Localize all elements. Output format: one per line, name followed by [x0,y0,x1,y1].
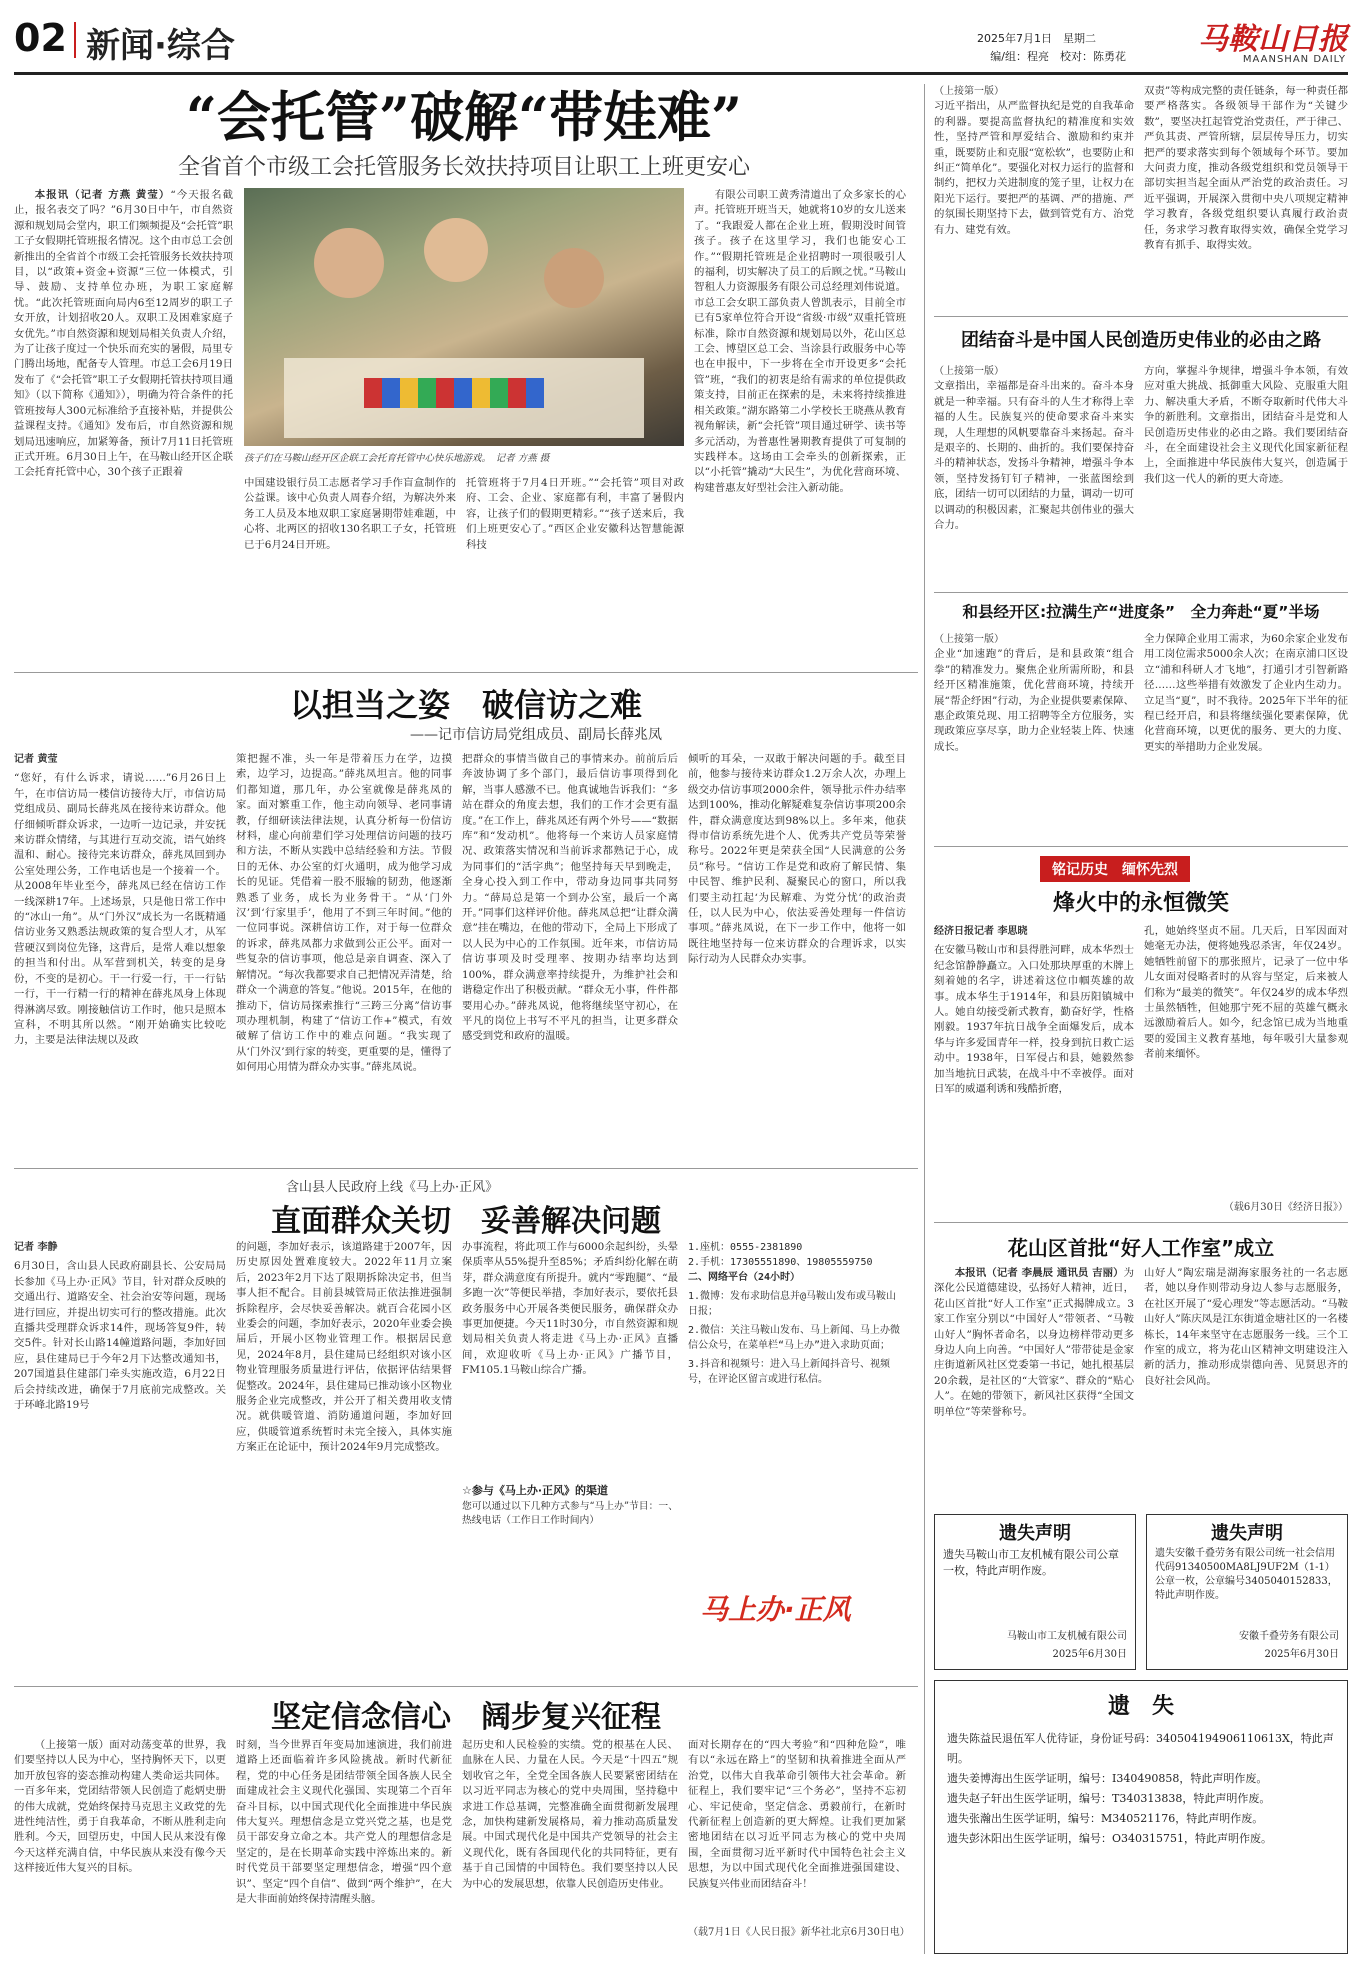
lead-col4: 有限公司职工黄秀清道出了众多家长的心声。托管班开班当天，她就将10岁的女儿送来了。“我跟爱人都在企业上班，假期没时间管孩子。孩子在这里学习，我们也能安心工作。”“假期托管班是企业招聘时一项很吸引人的福利，切实解决了员工的后顾之忧。”马鞍山智租人力资源服务有限公司总经理刘伟说道。市总工会女职工部负责人曾凯表示，目前全市已有5家单位符合开设“省级·市级”双重托管班标准，除市自然资源和规划局以外，花山区总工会、博望区总工会、当涂县行政服务中心等也在申报中，下一步将在全市开设更多“会托管”班，“我们的初衷是给有需求的单位提供政策支持，目前正在探索的是，未来将持续推进相关政策。”湖东路第二小学校长王晓燕从教育视角解读，新“会托管”项目通过研学、读书等多元活动，为普惠性暑期教育提供了可复制的实践样本。这场由工会牵头的创新探索，正以“小托管”撬动“大民生”，为优化营商环境、构建普惠友好型社会注入新动能。 [694,189,906,494]
haoren-col1 [934,1266,1134,1506]
header-rule [14,72,1348,75]
contact-line: 3.抖音和视频号：进入马上新闻抖音号、视频号，在评论区留言或进行私信。 [688,1359,891,1385]
contact-line: 二、网络平台（24小时） [688,1272,801,1283]
photo-toys [364,378,544,408]
notice-box-1 [934,1514,1136,1670]
hanshan-kicker: 含山县人民政府上线《马上办·正风》 [286,1180,499,1195]
notice-title: 遗失声明 [999,1523,1071,1544]
xinfang-col2: 策把握不准，头一年是带着压力在学，边摸索，边学习，边提高。”薛兆凤坦言。他的同事们都知道，那几年，办公室就像是薛兆凤的家。面对繁重工作，他主动向领导、老同事请教，仔细研读法律法规，认真分析每一份信访材料，虚心向前辈们学习处理信访问题的技巧和方法，不断从实践中总结经验和方法。节假日的无休、办公室的灯火通明，成为他学习成长的见证。凭借着一股不服输的韧劲，他逐渐熟悉了业务，成长为业务骨干。“从‘门外汉’到‘行家里手’，他用了不到三年时间。”他的一位同事说。深耕信访工作，对于每一位群众的诉求，薛兆凤都力求做到公正公平。面对一些复杂的信访事项，他总是亲自调查、深入了解情况。“每次我都要求自己把情况弄清楚，给群众一个满意的答复。”他说。2015年，在他的推动下，信访局探索推行“三跨三分离”信访事项办理机制，构建了“信访工作+”模式，有效破解了信访工作中的难点问题。“我实现了从‘门外汉’到行家的转变，更重要的是，懂得了如何用心用情为群众办实事。”薛兆凤说。 [236,753,452,1074]
hanshan-col1 [14,1240,226,1680]
contact-line: 2.手机：17305551890、19805559750 [688,1257,873,1268]
hanshan-note: 您可以通过以下几种方式参与“马上办”节目：一、热线电话（工作日工作时间内） [462,1501,678,1526]
hanshan-contacts [688,1240,906,1580]
notice-date: 2025年6月30日 [1052,1649,1127,1660]
photo-child-3 [544,248,604,308]
haoren-text-1: 为深化公民道德建设，弘扬好人精神，近日，花山区首批“好人工作室”正式揭牌成立。3家工作室分别以“中国好人”带领者、“马鞍山好人”胸怀者命名，以身边榜样带动更多身边人向上向善。“中国好人”带带徒是金家庄街道新风社区党委第一书记，她扎根基层20余载，是社区的“大管家”、群众的“贴心人”。在她的带领下，新风社区获得“全国文明单位”等荣誉称号。 [934,1267,1134,1418]
fenghuo-byline: 经济日报记者 李思晓 [934,926,1028,937]
fenghuo-text-1: 在安徽马鞍山市和县得胜河畔，成本华烈士纪念馆静静矗立。入口处那块厚重的木牌上刻着她的名字，讲述着这位巾帼英雄的故事。成本华生于1914年，和县历阳镇城中人。她自幼接受新式教育，勤奋好学，性格刚毅。1937年抗日战争全面爆发后，成本华与许多爱国青年一样，投身到抗日救亡运动中。1938年，日军侵占和县，她毅然参加当地抗日武装，在战斗中不幸被俘。面对日军的威逼利诱和残酷折磨， [934,944,1134,1096]
lead-subtitle: 全省首个市级工会托管服务长效扶持项目让职工上班更安心 [177,155,750,180]
hanshan-col3: 办事流程，将此项工作与6000余起纠纷，头晕保质率从55%提升至85%；矛盾纠纷化解在萌芽，群众满意度有所提升。就内“零跑腿”、“最多跑一次”等便民举措，李加好表示，要依托县政务服务中心开展各类便民服务，确保群众办事更加便捷。今天11时30分，市自然资源和规划局相关负责人将走进《马上办·正风》直播间，欢迎收听《马上办·正风》广播节目，FM105.1马鞍山综合广播。 [462,1241,678,1377]
page-number: 02 [14,16,67,60]
xinfang-col1 [14,752,226,1162]
xinnian-col3: 起历史和人民检验的实绩。党的根基在人民、血脉在人民、力量在人民。今天是“十四五”规划收官之年，全党全国各族人民要紧密团结在以习近平同志为核心的党中央周围，坚持稳中求进工作总基调，完整准确全面贯彻新发展理念，加快构建新发展格局，着力推动高质量发展。中国式现代化是中国共产党领导的社会主义现代化，既有各国现代化的共同特征，更有基于自己国情的中国特色。我们要坚持以人民为中心的发展思想，依靠人民创造历史伟业。 [462,1739,678,1890]
masthead-logo: 马鞍山日报 [1198,22,1348,57]
tuanjie-col1 [934,364,1134,584]
xinnian-col4: 面对长期存在的“四大考验”和“四种危险”，唯有以“永远在路上”的坚韧和执着推进全面从严治党，以伟大自我革命引领伟大社会革命。新征程上，我们要牢记“三个务必”，坚持不忘初心、牢记使命，坚定信念、勇毅前行，在新时代新征程上创造新的更大辉煌。让我们更加紧密地团结在以习近平同志为核心的党中央周围，全面贯彻习近平新时代中国特色社会主义思想，为以中国式现代化全面推进强国建设、民族复兴伟业而团结奋斗！ [688,1739,906,1890]
lead-col1 [14,188,233,664]
right-top-col2: 双责”等构成完整的责任链条，每一种责任都要严格落实。各级领导干部作为“关键少数”，要坚决扛起管党治党责任，严于律己、严负其责、严管所辖，层层传导压力，切实把严的要求落实到每个领域每个环节。要加大问责力度，推动各级党组织和党员领导干部切实担当起全面从严治党的政治责任。习近平强调，开展深入贯彻中央八项规定精神学习教育，各级党组织要认真履行政治责任，务求学习教育取得实效，确保全党学习教育有抓手、取得实效。 [1144,85,1348,252]
notice-box-2 [1146,1514,1348,1670]
notice-text: 遗失马鞍山市工友机械有限公司公章一枚，特此声明作废。 [943,1548,1119,1577]
yishi-line: 遗失张瀚出生医学证明，编号：M340521176，特此声明作废。 [947,1812,1264,1825]
fenghuo-rule [934,1222,1348,1223]
hexian-text-1: 企业“加速跑”的背后，是和县政策“组合拳”的精准发力。聚焦企业所需所盼，和县经开区精准施策，优化营商环境，持续开展“帮企纾困”行动，为企业提供要素保障、惠企政策兑现、用工招聘等全方位服务，实现政策应享尽享，助力企业轻装上阵、快速成长。 [934,648,1134,753]
lead-bottom-rule [14,672,918,673]
main-column-divider [924,84,925,1954]
tuanjie-rule [934,592,1348,593]
hexian-continued: （上接第一版） [934,634,1004,645]
section-name: 新闻·综合 [86,26,235,66]
photo-child-1 [314,228,384,298]
right-top-text-1: 习近平指出，从严监督执纪是党的自我革命的利器。要提高监督执纪的精准度和实效性，坚持严管和厚爱结合、激励和约束并重，既要防止和克服“宽松软”，也要防止和纠正“简单化”。要强化对权力运行的监督和制约，把权力关进制度的笼子里，让权力在阳光下运行。要把严的基调、严的措施、严的氛围长期坚持下去，做到管党有方、治党有力、建党有效。 [934,100,1134,236]
xinnian-col2: 时刻，当今世界百年变局加速演进，我们前进道路上还面临着许多风险挑战。新时代新征程，党的中心任务是团结带领全国各族人民全面建成社会主义现代化强国、实现第二个百年奋斗目标，以中国式现代化全面推进中华民族伟大复兴。理想信念是立党兴党之基，也是党员干部安身立命之本。共产党人的理想信念是坚定的，是在长期革命实践中淬炼出来的。新时代党员干部要坚定理想信念，增强“四个意识”、坚定“四个自信”、做到“两个维护”，在大是大非面前始终保持清醒头脑。 [236,1739,452,1906]
yishi-title: 遗 失 [1107,1694,1174,1719]
fenghuo-headline: 烽火中的永恒微笑 [1052,891,1229,916]
notice-text: 遗失安徽千叠劳务有限公司统一社会信用代码91340500MA8LJ9UF2M（1-1）公章一枚，公章编号3405040152833，特此声明作废。 [1155,1548,1338,1601]
tuanjie-text-1: 文章指出，幸福都是奋斗出来的。奋斗本身就是一种幸福。只有奋斗的人生才称得上幸福的人生。民族复兴的使命要求奋斗来实现，人生理想的风帆要靠奋斗来扬起。奋斗是艰辛的、长期的、曲折的。我们要保持奋斗的精神状态，发扬斗争精神，增强斗争本领，坚持发扬钉钉子精神，一张蓝图绘到底，团结一切可以团结的力量，调动一切可以调动的积极因素，汇聚起共创伟业的强大合力。 [934,380,1134,532]
contact-line: 1.微博：发布求助信息并@马鞍山发布或马鞍山日报； [688,1291,897,1317]
tuanjie-continued: （上接第一版） [934,366,1004,377]
xinfang-headline: 以担当之姿 破信访之难 [289,686,642,724]
lead-col3b: 托管班将于7月4日开班。”“会托管”项目对政府、工会、企业、家庭都有利，丰富了暑假内容，让孩子们的假期更精彩。”“孩子送来后，我们上班更安心了。”西区企业安徽科达智慧能源科技 [466,477,684,551]
hanshan-channels-subhead: ☆参与《马上办·正风》的渠道 [462,1484,609,1497]
hexian-col1 [934,632,1134,840]
yishi-box [934,1680,1348,1954]
haoren-byline: 本报讯（记者 李晨辰 通讯员 吉丽） [954,1267,1124,1279]
xinfang-col4: 倾听的耳朵，一双敢于解决问题的手。截至目前，他参与接待来访群众1.2万余人次，办理上级交办信访事项2000余件，领导批示件办结率达到100%，推动化解疑难复杂信访事项200余件，群众满意度达到98%以上。多年来，他获得市信访系统先进个人、优秀共产党员等荣誉称号。2022年更是荣获全国“人民满意的公务员”称号。“信访工作是党和政府了解民情、集中民智、维护民利、凝聚民心的窗口，所以我们要主动扛起‘为民解难、为党分忧’的政治责任，以人民为中心，依法妥善处理每一件信访事项。”薛兆凤说，在下一步工作中，他将一如既往地坚持每一位来访群众的合理诉求，以实际行动为人民群众办实事。 [688,753,906,966]
hexian-rule [934,846,1348,847]
yishi-line: 遗失彭沐阳出生医学证明，编号：O340315751，特此声明作废。 [947,1832,1273,1845]
notice-signer: 马鞍山市工友机械有限公司 [1007,1631,1127,1642]
hanshan-text-1: 6月30日，含山县人民政府副县长、公安局局长参加《马上办·正风》节目，针对群众反映的交通出行、道路安全、社会治安等问题，现场进行回应，并提出切实可行的整改措施。此次直播共受理群众诉求14件，现场答复9件，转交5件。针对长山路14幢道路问题，李加好回应，县住建局已于今年2月下达整改通知书，207国道县住建部门牵头实施改造，6月22日后会持续改进，确保于7月底前完成整改。关于环峰北路19号 [14,1260,226,1412]
xinfang-bottom-rule [14,1168,918,1169]
tuanjie-col2: 方向，掌握斗争规律，增强斗争本领，有效应对重大挑战、抵御重大风险、克服重大阻力、解决重大矛盾，不断夺取新时代伟大斗争的新胜利。文章指出，团结奋斗是党和人民创造历史伟业的必由之路。我们要团结奋斗，在全面建设社会主义现代化国家新征程上，全面推进中华民族伟大复兴，创造属于我们这一代人的新的更大奇迹。 [1144,365,1348,485]
page-number-divider [74,22,76,58]
xinfang-text-1: “您好，有什么诉求，请说……”6月26日上午，在市信访局一楼信访接待大厅，市信访局党组成员、副局长薛兆凤在接待来访群众。他仔细倾听群众诉求，一边听一边记录，并安抚来访群众情绪，与其进行互动交流，语气始终温和、耐心。接待完来访群众，薛兆凤回到办公室处理公务，工作电话也是一个接着一个。从2008年毕业至今，薛兆凤已经在信访工作一线深耕17年。上述场景，只是他日常工作中的“冰山一角”。从“门外汉”成长为一名既精通信访业务又熟悉法规政策的复合型人才，从军营硬汉到岗位先锋，这背后，是常人难以想象的担当和付出。从军营到机关，转变的是身份，不变的是初心。干一行爱一行，干一行钻一行，干一行精一行的精神在薛兆凤身上体现得淋漓尽致。刚接触信访工作时，他只是照本宣科，不明其所以然。“刚开始确实比较吃力，主要是法律法规以及政 [14,772,226,1047]
xinfang-byline: 记者 黄莹 [14,754,58,765]
page-header [14,12,1348,72]
hanshan-headline: 直面群众关切 妥善解决问题 [271,1204,661,1239]
hanshan-byline: 记者 李静 [14,1242,58,1253]
right-top-continued: （上接第一版） [934,86,1004,97]
contact-line: 1.座机：0555-2381890 [688,1242,803,1253]
hexian-col2: 全力保障企业用工需求，为60余家企业发布用工岗位需求5000余人次；在南京浦口区设立“浦和科研人才飞地”，打通引才引智新路径……这些举措有效激发了企业内生动力。立足当“夏”，时不我待。2025年下半年的征程已经开启，和县将继续强化要素保障，优化营商环境，以更优的服务、更大的力度、更实的举措助力企业发展。 [1144,633,1348,753]
notice-signer: 安徽千叠劳务有限公司 [1239,1631,1339,1642]
lead-photo [244,188,684,446]
haoren-col2: 山好人”陶宏瑞是湖海家服务社的一名志愿者，她以身作则带动身边人参与志愿服务，在社区开展了“爱心理发”等志愿活动。“马鞍山好人”陈庆凤是江东街道金塘社区的一名楼栋长，14年来坚守在志愿服务一线。三个工作室的成立，将为花山区精神文明建设注入新的活力，推动形成崇德向善、见贤思齐的良好社会风尚。 [1144,1267,1348,1387]
contact-line: 2.微信：关注马鞍山发布、马上新闻、马上办微信公众号，在菜单栏“马上办”进入求助页面； [688,1325,901,1351]
lead-text-1: “今天报名截止，报名表交了吗？”6月30日中午，市自然资源和规划局会堂内，职工们频频提及“会托管”职工子女假期托管班报名情况。这个由市总工会创新推出的全省首个市级工会托管服务长效扶持项目，以“政策+资金+资源”三位一体模式，引导、鼓励、支持单位办班，为职工家庭解忧。“此次托管班面向局内6至12周岁的职工子女开放，计划招收20人。双职工及困难家庭子女优先。”市自然资源和规划局相关负责人介绍，为了让孩子度过一个快乐而充实的暑假，局里专门腾出场地，配备专人管理。市总工会6月19日发布了《“会托管”职工子女假期托管扶持项目通知》（以下简称《通知》），明确为符合条件的托管班按每人300元标准给予直接补贴，并提供公益课程支持。《通知》发布后，市自然资源和规划局迅速响应，加紧筹备，预计7月11日托管班正式开班。6月30日上午，在马鞍山经开区企联工会托育托管中心，30个孩子正跟着 [14,189,233,479]
xinnian-headline: 坚定信念信心 阔步复兴征程 [271,1700,661,1735]
notice-title: 遗失声明 [1211,1523,1283,1544]
lead-headline: “会托管”破解“带娃难” [185,85,743,149]
right-top-col1 [934,84,1134,310]
hexian-headline: 和县经开区:拉满生产“进度条” 全力奔赴“夏”半场 [962,603,1320,621]
masthead-english: MAANSHAN DAILY [1242,54,1346,65]
xinnian-source: （载7月1日《人民日报》新华社北京6月30日电） [688,1927,910,1938]
haoren-headline: 花山区首批“好人工作室”成立 [1007,1236,1275,1260]
photo-child-2 [424,218,488,282]
fenghuo-col2: 孔，她始终坚贞不屈。几天后，日军因面对她毫无办法，便将她残忍杀害，年仅24岁。她牺牲前留下的那张照片，记录了一位中华儿女面对侵略者时的从容与坚定，后来被人们称为“最美的微笑”。年仅24岁的成本华烈士虽然牺牲，但她那宁死不屈的英雄气概永远激励着后人。如今，纪念馆已成为当地重要的爱国主义教育基地，每年吸引大量参观者前来缅怀。 [1144,925,1348,1061]
date-line: 2025年7月1日 星期二 [977,32,1096,45]
xinfang-subtitle: ——记市信访局党组成员、副局长薛兆凤 [410,727,662,743]
yishi-line: 遗失赵子轩出生医学证明，编号：T340313838，特此声明作废。 [947,1792,1271,1805]
right-top-rule [934,316,1348,317]
hanshan-col2: 的问题，李加好表示，该道路建于2007年，因历史原因处置难度较大。2022年11月立案后，2023年2月下达了限期拆除决定书，但当事人拒不配合。目前县城管局正依法推进强制拆除程序，会尽快妥善解决。就百合花园小区业委会的问题，李加好表示，2020年业委会换届后，开展小区物业管理工作。根据居民意见，2024年8月，县住建局已经组织对该小区物业管理服务质量进行评估，依据评估结果督促整改。2024年，县住建局已推动该小区物业服务企业完成整改，并公开了相关费用收支情况。就供暖管道、消防通道问题，李加好回应，供暖管道系统暂时未完全接入，具体实施方案正在论证中，预计2024年9月完成整改。 [236,1241,452,1454]
fenghuo-source: （载6月30日《经济日报》） [1223,1202,1348,1213]
yishi-line: 遗失陈益民退伍军人优待证，身份证号码：340504194906110613X，特此声明。 [947,1732,1334,1765]
xinnian-col1: （上接第一版）面对动荡变革的世界，我们要坚持以人民为中心，坚持胸怀天下，以更加开放包容的姿态推动构建人类命运共同体。一百多年来，党团结带领人民创造了彪炳史册的伟大成就，党始终保持马克思主义政党的先进性纯洁性，勇于自我革命，不断从胜利走向胜利。今天，回望历史，中国人民从来没有像今天这样充满自信，中华民族从来没有像今天这样接近伟大复兴的目标。 [14,1739,226,1875]
fenghuo-col1 [934,924,1134,1214]
lead-byline: 本报讯（记者 方燕 黄莹） [34,189,171,201]
lead-col2b: 中国建设银行员工志愿者学习手作盲盒制作的公益课。该中心负责人周春介绍，为解决外来务工人员及本地双职工家庭暑期带娃难题，中心将、北两区的招收130名职工子女，托管班已于6月24日开班。 [244,477,456,551]
tuanjie-headline: 团结奋斗是中国人民创造历史伟业的必由之路 [961,330,1321,351]
yishi-line: 遗失姜博海出生医学证明，编号：I340490858，特此声明作废。 [947,1772,1268,1785]
hanshan-bottom-rule [14,1686,918,1687]
mashangban-logo: 马上办·正风 [700,1593,851,1626]
lead-photo-caption: 孩子们在马鞍山经开区企联工会托育托管中心快乐地游戏。 记者 方燕 摄 [244,453,550,464]
notice-date: 2025年6月30日 [1264,1649,1339,1660]
xinfang-col3: 把群众的事情当做自己的事情来办。前前后后奔波协调了多个部门，最后信访事项得到化解，当事人感激不已。他真诚地告诉我们：“多站在群众的角度去想，我们的工作才会更有温度。”在工作上，薛兆凤还有两个外号——“数据库”和“发动机”。他将每一个来访人员家庭情况、政策落实情况和当前诉求都熟记于心，成为同事们的“活字典”；他坚持每天早到晚走，全身心投入到工作中，带动身边同事共同努力。“薛局总是第一个到办公室，最后一个离开。”同事们这样评价他。薛兆凤总把“让群众满意”挂在嘴边，在他的带动下，全局上下形成了以人民为中心的工作氛围。近年来，市信访局信访事项及时受理率、按期办结率均达到100%，群众满意率持续提升，为维护社会和谐稳定作出了积极贡献。“群众无小事，件件都要用心办。”薛兆凤说，他将继续坚守初心，在平凡的岗位上书写不平凡的担当，让更多群众感受到党和政府的温暖。 [462,753,678,1043]
yishi-list [947,1729,1337,1849]
memorial-tag: 铭记历史 缅怀先烈 [1040,856,1190,882]
editor-line: 编/组：程亮 校对：陈勇花 [990,50,1126,63]
